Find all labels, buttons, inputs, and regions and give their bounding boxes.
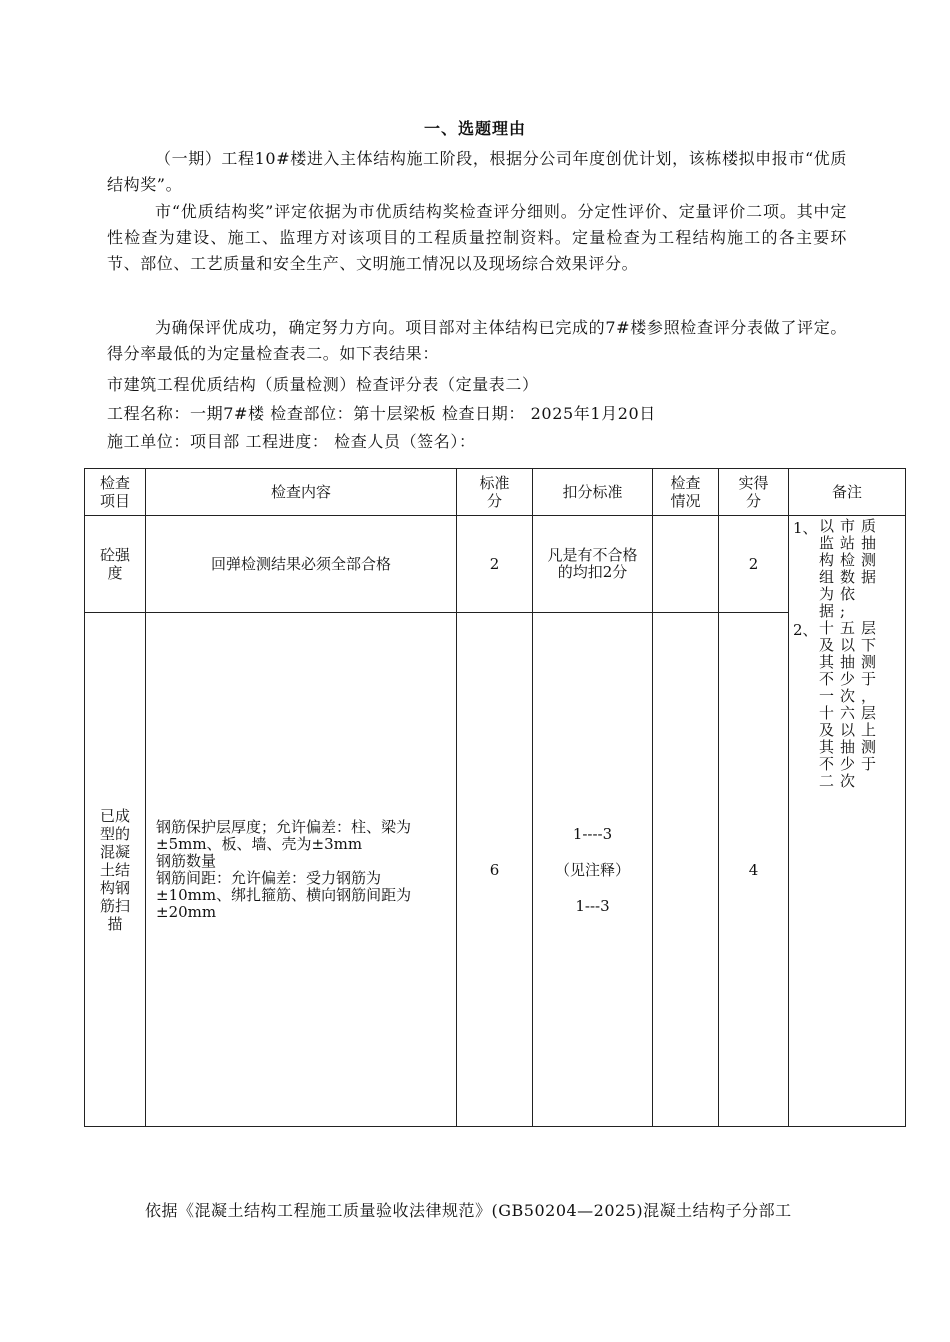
header-remark: 备注: [789, 469, 906, 516]
row-1-actual-score: 2: [719, 516, 789, 613]
row-2-actual-score: 4: [719, 613, 789, 1127]
paragraph-2: 市“优质结构奖”评定依据为市优质结构奖检查评分细则。分定性评价、定量评价二项。其中定性检查为建设、施工、监理方对该项目的工程质量控制资料。定量检查为工程结构施工的各主要环节、部位、工艺质量和安全生产、文明施工情况以及现场综合效果评分。: [107, 202, 847, 273]
remark-item-2: 2、 十五层及以下其抽测不少于一次，十六层及以上其抽测不少于二次: [793, 619, 883, 790]
row-2-standard-score: 6: [457, 613, 533, 1127]
row-1-deduction: 凡是有不合格的均扣2分: [533, 516, 653, 613]
row-1-situation: [653, 516, 719, 613]
table-title: 市建筑工程优质结构（质量检测）检查评分表（定量表二）: [107, 375, 539, 394]
header-situation: 检查情况: [653, 469, 719, 516]
row-1-content: 回弹检测结果必须全部合格: [146, 516, 457, 613]
row-1-standard-score: 2: [457, 516, 533, 613]
paragraph-3: 为确保评优成功，确定努力方向。项目部对主体结构已完成的7#楼参照检查评分表做了评定。得分率最低的为定量检查表二。如下表结果：: [107, 318, 847, 363]
header-item: 检查项目: [85, 469, 146, 516]
row-1-item: 砼强度: [85, 516, 146, 613]
section-title: 一、选题理由: [423, 119, 526, 138]
row-2-item: 已成型的混凝土结构钢筋扫描: [85, 613, 146, 1127]
remark-cell: [789, 516, 906, 1127]
header-standard-score: 标准分: [457, 469, 533, 516]
header-deduction: 扣分标准: [533, 469, 653, 516]
row-2-deduction: 1----3 （见注释） 1---3: [533, 613, 653, 1127]
info-line-unit: 施工单位：项目部 工程进度： 检查人员（签名）：: [107, 432, 476, 451]
info-line-project: 工程名称：一期7#楼 检查部位：第十层梁板 检查日期： 2025年1月20日: [107, 404, 656, 423]
remark-item-1: 1、 以市质监站抽构检测组数据为依据;: [793, 517, 883, 620]
table-row: [85, 516, 906, 613]
table-row: [85, 613, 906, 1127]
score-table: [84, 468, 906, 1127]
row-2-situation: [653, 613, 719, 1127]
header-content: 检查内容: [146, 469, 457, 516]
table-header-row: [85, 469, 906, 516]
header-actual-score: 实得分: [719, 469, 789, 516]
footer-text: 依据《混凝土结构工程施工质量验收法律规范》(GB50204—2025)混凝土结构子分部工: [145, 1201, 792, 1220]
paragraph-1: （一期）工程10#楼进入主体结构施工阶段，根据分公司年度创优计划，该栋楼拟申报市“优质结构奖”。: [107, 149, 847, 194]
row-2-content: 钢筋保护层厚度；允许偏差：柱、梁为±5mm、板、墙、壳为±3mm 钢筋数量 钢筋间距：允许偏差：受力钢筋为±10mm、绑扎箍筋、横向钢筋间距为±20mm: [146, 613, 457, 1127]
